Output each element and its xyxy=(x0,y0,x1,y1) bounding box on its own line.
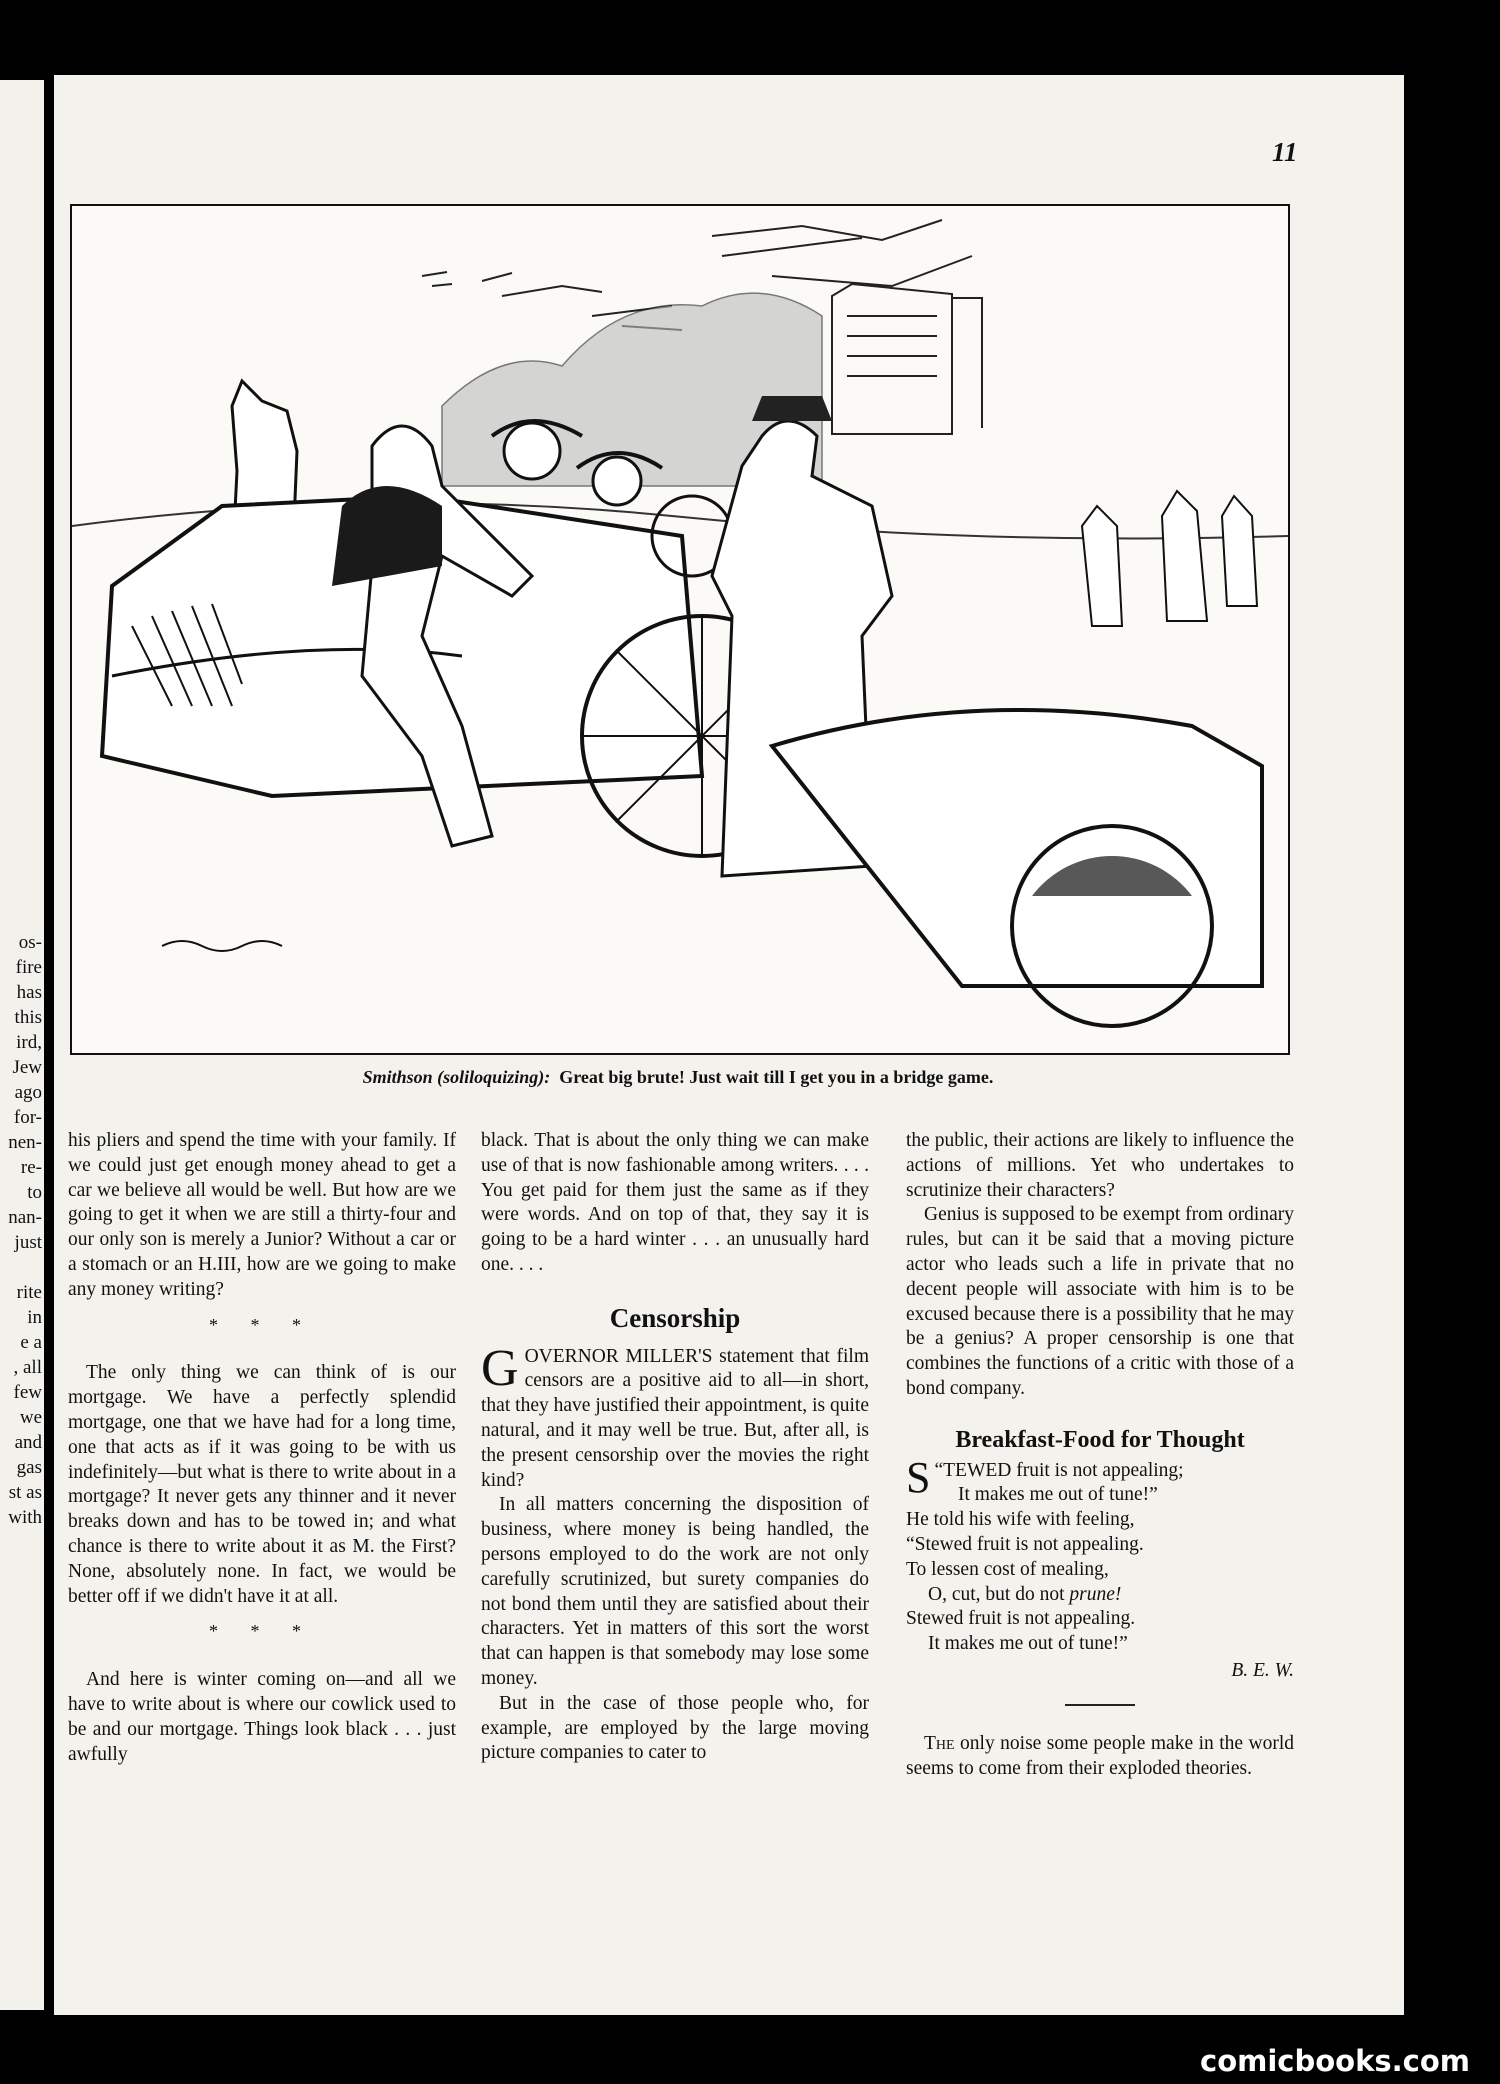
paragraph xyxy=(906,1732,1294,1782)
caption-text: Great big brute! Just wait till I get you in a bridge game. xyxy=(559,1067,994,1087)
poem-line: TEWED fruit is not appealing; xyxy=(943,1459,1184,1481)
section-heading-censorship: Censorship xyxy=(609,1302,741,1333)
paragraph: In all matters concerning the disposition of business, where money is being handled, the persons employed to do the work are not only carefully scrutinized, but surety companies do not bond them until they are satisfied about their characters. Yet in matters of this sort the worst that can happen is that somebody may lose some money. xyxy=(481,1494,869,1689)
margin-fragment: rite xyxy=(16,1282,42,1303)
poem-line-text: O, cut, but do not xyxy=(928,1583,1070,1605)
poem-line: Stewed fruit is not appealing. xyxy=(906,1608,1136,1630)
paragraph: Genius is supposed to be exempt from ordinary rules, but can it be said that a moving picture actor who leads such a life in private that no decent people will associate with him is to be excused because there is a possibility that he may be a genius? A proper censorship is one that combines the functions of a critic with those of a bond company. xyxy=(906,1204,1294,1399)
margin-fragment: this xyxy=(14,1007,42,1028)
margin-fragment: for- xyxy=(13,1107,42,1128)
margin-fragment: ago xyxy=(14,1082,42,1103)
previous-page-margin xyxy=(0,80,44,2010)
margin-fragment: st as xyxy=(8,1482,42,1503)
margin-fragment: , all xyxy=(13,1357,42,1378)
margin-fragment: ird, xyxy=(16,1032,42,1053)
column-1 xyxy=(68,1129,456,1767)
poem xyxy=(906,1452,1294,1684)
margin-fragment: few xyxy=(13,1382,42,1403)
cartoon-drawing xyxy=(72,206,1288,1053)
site-watermark: comicbooks.com xyxy=(1200,2044,1470,2078)
poem-signature: B. E. W. xyxy=(1231,1659,1294,1681)
page-number: 11 xyxy=(1272,137,1298,167)
cartoon-illustration xyxy=(70,204,1290,1055)
margin-fragment: just xyxy=(14,1232,42,1253)
paragraph: black. That is about the only thing we can make use of that is now fashionable among writers. . . . You get paid for them just the same as if they were words. And on top of that, they say it is going to be a hard winter . . . an unusually hard one. . . . xyxy=(481,1130,869,1275)
magazine-page xyxy=(54,75,1404,2015)
poem-line: It makes me out of tune!” xyxy=(928,1633,1128,1655)
paragraph-text: only noise some people make in the world seems to come from their exploded theories. xyxy=(906,1732,1294,1779)
drop-cap: G xyxy=(481,1339,519,1397)
paragraph: his pliers and spend the time with your family. If we could just get enough money ahead to get a car we believe all would be well. But how are we going to get it when we are still a thirty-four and our only son is merely a Junior? Without a car or a stomach or an H.III, how are we going to make any money writing? xyxy=(68,1130,456,1300)
margin-fragment: we xyxy=(19,1407,42,1428)
margin-fragment: gas xyxy=(16,1457,42,1478)
column-2 xyxy=(481,1129,869,1766)
column-3 xyxy=(906,1129,1294,1781)
poem-open-quote: “ xyxy=(934,1459,944,1481)
poem-emphasis: prune! xyxy=(1069,1583,1122,1605)
paragraph: the public, their actions are likely to influence the actions of millions. Yet who undertakes to scrutinize their characters? xyxy=(906,1130,1294,1201)
margin-fragment: nan- xyxy=(8,1207,42,1228)
section-divider: * * * xyxy=(209,1621,315,1642)
illustration-caption xyxy=(70,1067,1286,1088)
section-divider: * * * xyxy=(209,1314,315,1335)
margin-fragment: to xyxy=(27,1182,42,1203)
margin-fragment: os- xyxy=(18,932,42,953)
divider-rule xyxy=(1065,1704,1135,1706)
margin-fragment: re- xyxy=(20,1157,42,1178)
paragraph-text: OVERNOR MILLER'S statement that film censors are a positive aid to all—in short, that they have justified their appointment, is quite natural, and it may well be true. But, after all, is the present censorship over the movies the right kind? xyxy=(481,1345,869,1491)
poem-line: He told his wife with feeling, xyxy=(906,1509,1135,1531)
poem-line: To lessen cost of mealing, xyxy=(906,1558,1109,1580)
poem-line: “Stewed fruit is not appealing. xyxy=(906,1533,1144,1555)
margin-fragment: in xyxy=(27,1307,42,1328)
margin-fragment: has xyxy=(16,982,42,1003)
caption-speaker: Smithson (soliloquizing): xyxy=(362,1067,551,1087)
margin-fragment: nen- xyxy=(8,1132,42,1153)
section-heading-breakfast-food: Breakfast-Food for Thought xyxy=(955,1426,1245,1453)
paragraph: But in the case of those people who, for example, are employed by the large moving picture companies to cater to xyxy=(481,1692,869,1764)
margin-fragment: with xyxy=(8,1507,42,1528)
paragraph xyxy=(481,1339,869,1494)
margin-fragment: e a xyxy=(20,1332,42,1353)
paragraph: The only thing we can think of is our mortgage. We have a perfectly splendid mortgage, one that we have had for a long time, one that acts as if it was going to be with us indefinitely—but what is there to write about in a mortgage? It never gets any thinner and it never breaks down and has to be towed in; and what chance is there to write about it as M. the First? None, absolutely none. In fact, we would be better off if we didn't have it at all. xyxy=(68,1362,456,1607)
margin-fragment: Jew xyxy=(12,1057,42,1078)
small-caps-lead: The xyxy=(924,1732,955,1754)
poem-line xyxy=(906,1583,1294,1608)
poem-line: It makes me out of tune!” xyxy=(958,1484,1158,1506)
margin-fragment: fire xyxy=(15,957,42,978)
drop-cap: S xyxy=(906,1452,931,1502)
margin-fragment: and xyxy=(14,1432,42,1453)
paragraph: And here is winter coming on—and all we have to write about is where our cowlick used to be and our mortgage. Things look black . . . just awfully xyxy=(68,1669,456,1765)
